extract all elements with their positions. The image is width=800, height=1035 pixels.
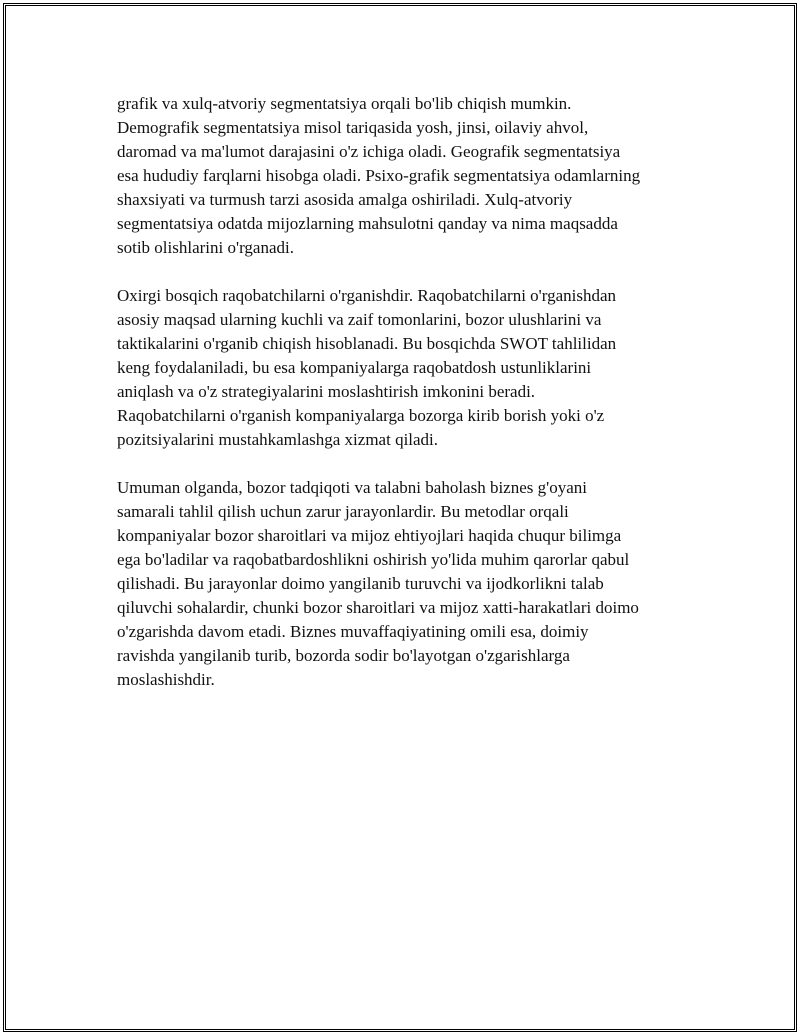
paragraph-competitors: Oxirgi bosqich raqobatchilarni o'rganishdir. Raqobatchilarni o'rganishdan asosiy maqsad ularning kuchli va zaif tomonlarini, bozor ulushlarini va taktikalarini o'rganib chiqish hisoblanadi. Bu bosqichda SWOT tahlilidan keng foydalaniladi, bu esa kompaniyalarga raqobatdosh ustunliklarini aniqlash va o'z strategiyalarini moslashtirish imkonini beradi. Raqobatchilarni o'rganish kompaniyalarga bozorga kirib borish yoki o'z pozitsiyalarini mustahkamlashga xizmat qiladi.	[117, 286, 617, 449]
paragraph-segmentation: grafik va xulq-atvoriy segmentatsiya orqali bo'lib chiqish mumkin. Demografik segmentatsiya misol tariqasida yosh, jinsi, oilaviy ahvol, daromad va ma'lumot darajasini o'z ichiga oladi. Geografik segmentatsiya esa hududiy farqlarni hisobga oladi. Psixo-grafik segmentatsiya odamlarning shaxsiyati va turmush tarzi asosida amalga oshiriladi. Xulq-atvoriy segmentatsiya odatda mijozlarning mahsulotni qanday va nima maqsadda sotib olishlarini o'rganadi.	[117, 94, 641, 257]
document-body	[117, 92, 697, 716]
paragraph-conclusion: Umuman olganda, bozor tadqiqoti va talabni baholash biznes g'oyani samarali tahlil qilish uchun zarur jarayonlardir. Bu metodlar orqali kompaniyalar bozor sharoitlari va mijoz ehtiyojlari haqida chuqur bilimga ega bo'ladilar va raqobatbardoshlikni oshirish yo'lida muhim qarorlar qabul qilishadi. Bu jarayonlar doimo yangilanib turuvchi va ijodkorlikni talab qiluvchi sohalardir, chunki bozor sharoitlari va mijoz xatti-harakatlari doimo o'zgarishda davom etadi. Biznes muvaffaqiyatining omili esa, doimiy ravishda yangilanib turib, bozorda sodir bo'layotgan o'zgarishlarga moslashishdir.	[117, 478, 639, 689]
